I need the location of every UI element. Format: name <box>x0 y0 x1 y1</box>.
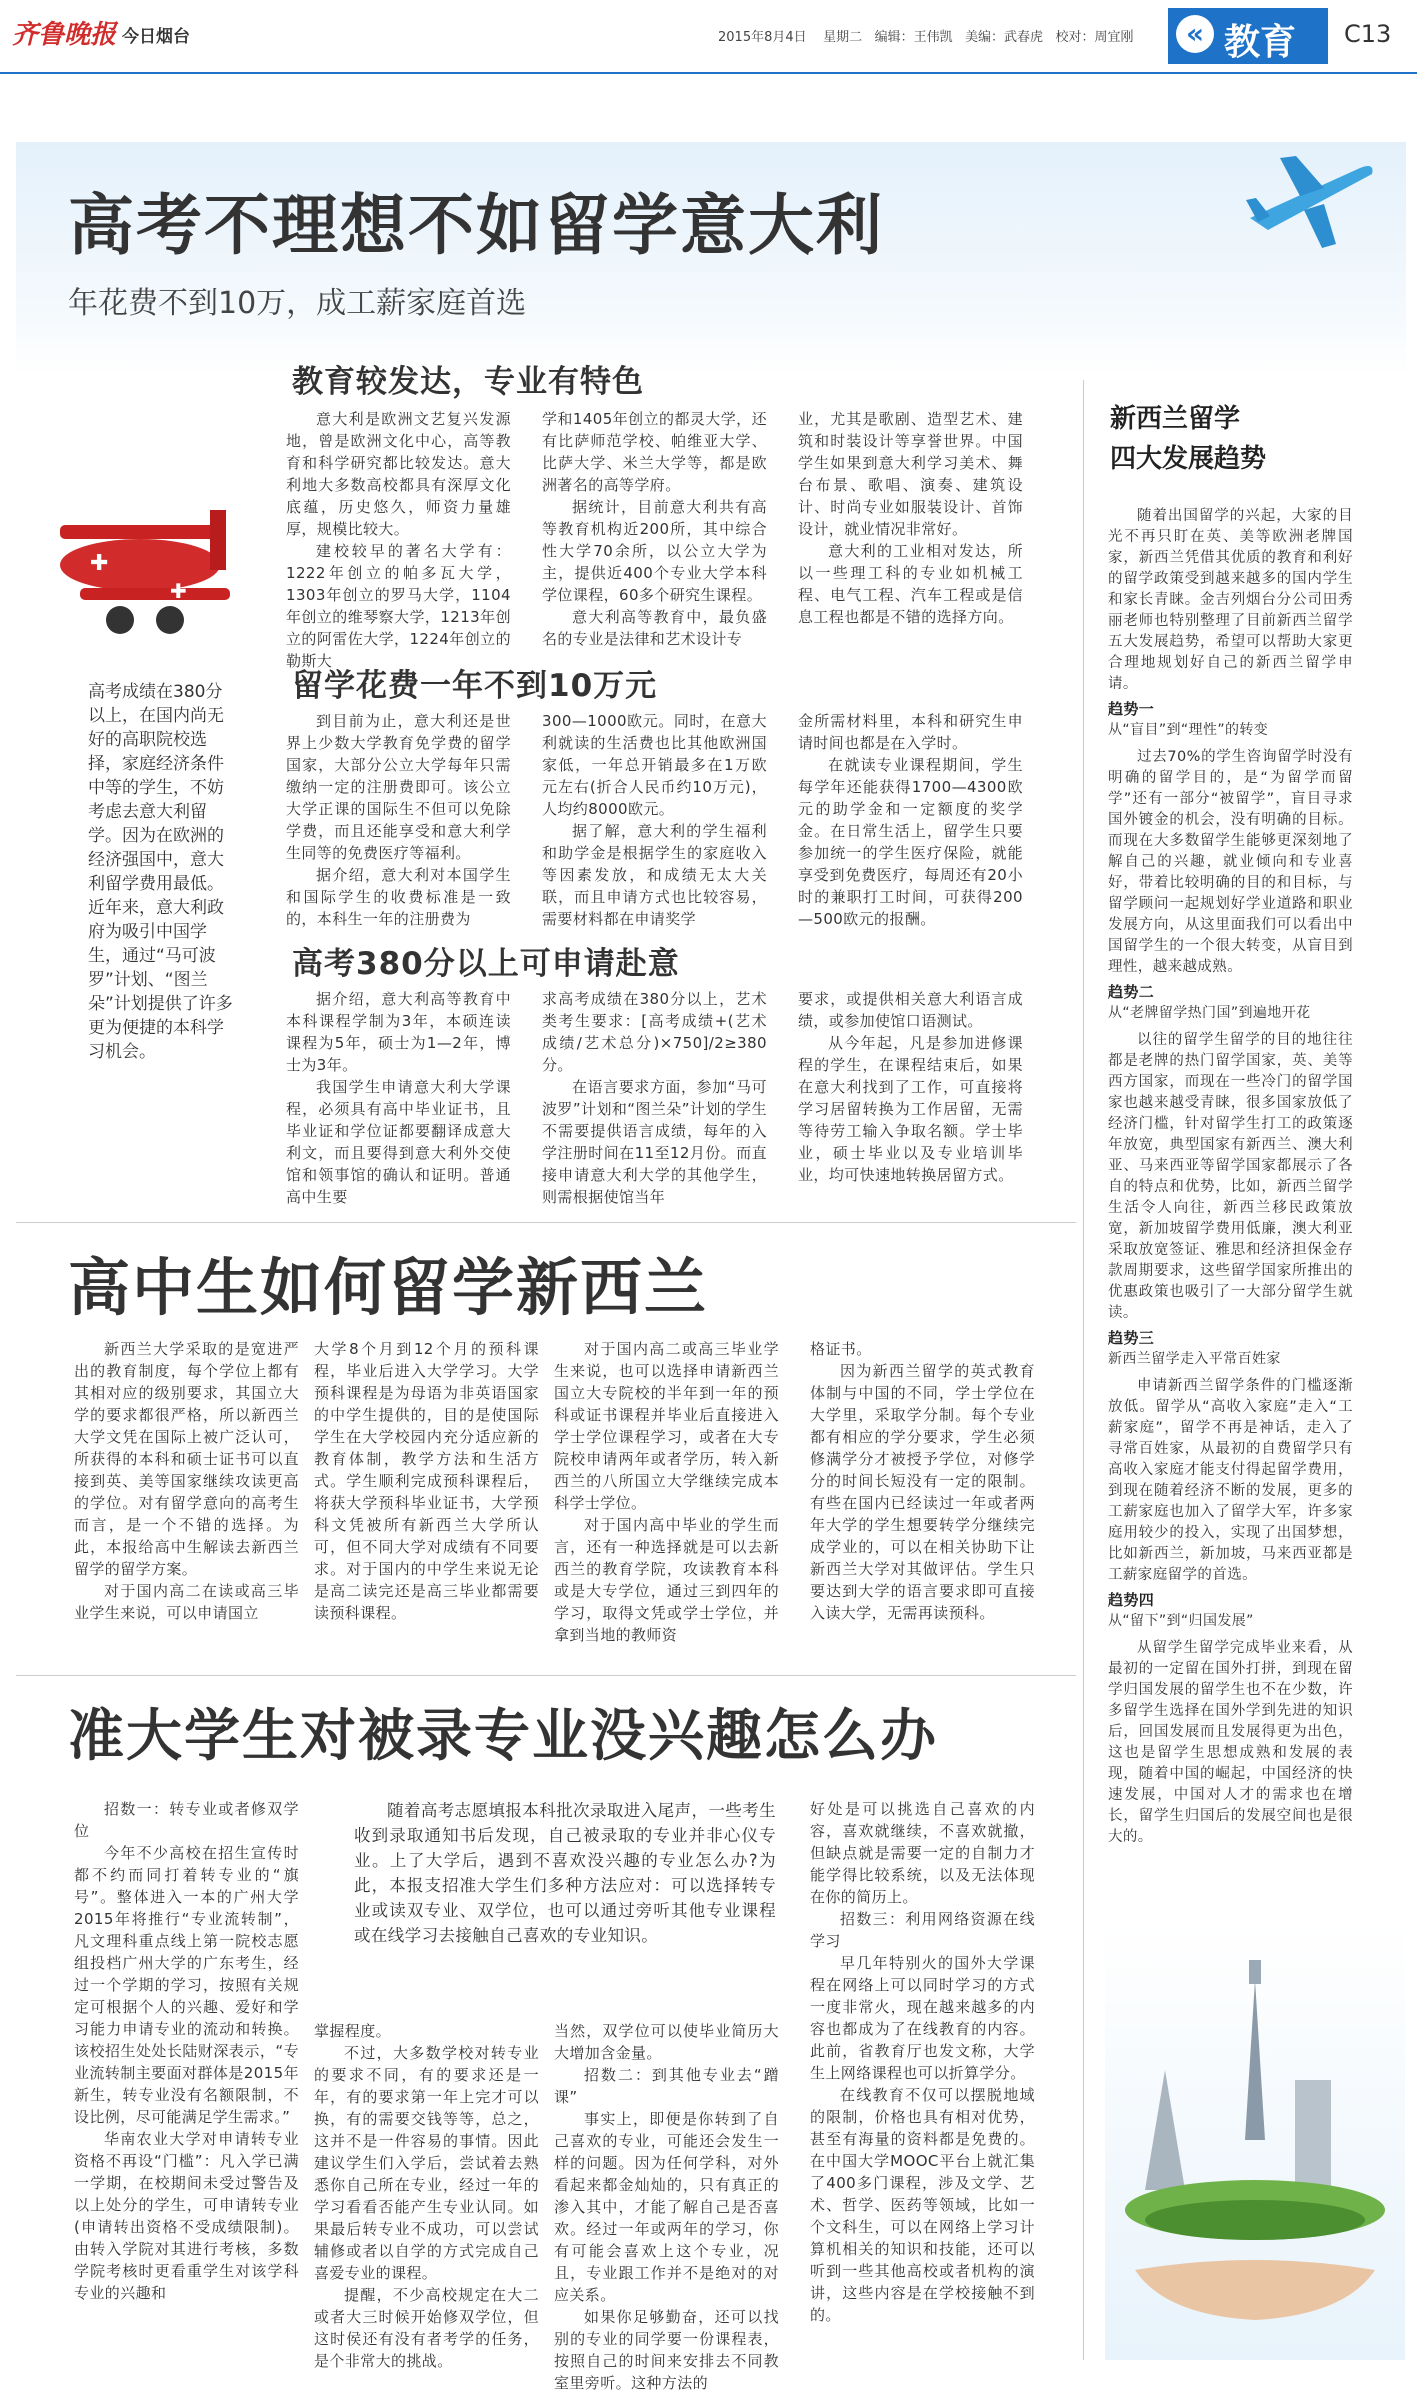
major-col4 <box>810 1798 1035 2326</box>
paragraph: 求高考成绩在380分以上，艺术类考生要求：[高考成绩+(艺术成绩/艺术总分)×750]/2≥380分。 <box>542 990 767 1074</box>
masthead-logo: 齐鲁晚报 <box>12 20 117 50</box>
lead-paragraph: 随着高考志愿填报本科批次录取进入尾声，一些考生收到录取通知书后发现，自己被录取的专业并非心仪专业。上了大学后，遇到不喜欢没兴趣的专业怎么办?为此，本报支招准大学生们多种方法应对：可以选择转专业或读双专业、双学位，也可以通过旁听其他专业课程或在线学习去接触自己喜欢的专业知识。 <box>354 1801 776 1945</box>
sidebar-intro: 随着出国留学的兴起，大家的目光不再只盯在英、美等欧洲老牌国家，新西兰凭借其优质的教育和利好的留学政策受到越来越多的国内学生和家长青睐。金吉列烟台分公司田秀丽老师也特别整理了目前新西兰留学五大发展趋势，希望可以帮助大家更合理地规划好自己的新西兰留学申请。 <box>1108 508 1353 692</box>
nz-headline: 高中生如何留学新西兰 <box>68 1251 709 1324</box>
paragraph: 在语言要求方面，参加“马可波罗”计划和“图兰朵”计划的学生不需要提供语言成绩，每年的入学注册时间在11至12月份。而直接申请意大利大学的其他学生，则需根据使馆当年 <box>542 1078 767 1206</box>
column-divider <box>1083 380 1084 2360</box>
paragraph: 华南农业大学对申请转专业资格不再设“门槛”：凡入学已满一学期，在校期间未受过警告及以上处分的学生，可申请转专业(申请转出资格不受成绩限制)。由转入学院对其进行考核，多数学院考核时更看重学生对该学科专业的兴趣和 <box>74 2130 299 2302</box>
trend-label: 趋势三 <box>1108 1329 1155 1347</box>
paragraph: 提醒，不少高校规定在大二或者大三时候开始修双学位，但这时侯还有没有者考学的任务，是个非常大的挑战。 <box>314 2286 539 2370</box>
trend-body: 以往的留学生留学的目的地往往都是老牌的热门留学国家，英、美等西方国家，而现在一些冷门的留学国家也越来越受青睐，很多国家放低了经济门槛，针对留学生打工的政策逐年放宽，典型国家有新西兰、澳大利亚、马来西亚等留学国家都展示了各自的特点和优势，比如，新西兰留学生活令人向往，新西兰移民政策放宽，新加坡留学费用低廉，澳大利亚采取放宽签证、雅思和经济担保金存款周期要求，这些留学国家所推出的优惠政策也吸引了一大部分留学生就读。 <box>1108 1032 1353 1321</box>
trend-2 <box>1108 982 1353 1324</box>
trend-subtitle: 新西兰留学走入平常百姓家 <box>1108 1351 1281 1367</box>
paragraph: 事实上，即便是你转到了自己喜欢的专业，可能还会发生一样的问题。因为任何学科，对外看起来都金灿灿的，只有真正的渗入其中，才能了解自己是否喜欢。经过一年或两年的学习，你有可能会喜欢上这个专业，况且，专业跟工作并不是绝对的对应关系。 <box>554 2110 779 2304</box>
paragraph: 据介绍，意大利对本国学生和国际学生的收费标准是一致的，本科生一年的注册费为 <box>286 866 511 928</box>
section3-col2 <box>542 988 767 1208</box>
paragraph: 意大利的工业相对发达，所以一些理工科的专业如机械工程、电气工程、汽车工程或是信息工程也都是不错的选择方向。 <box>798 542 1023 626</box>
section2-col3 <box>798 710 1023 930</box>
weekday: 星期二 <box>823 30 863 45</box>
major-col3 <box>554 2020 779 2394</box>
major-divider <box>16 1675 1076 1676</box>
paragraph: 好处是可以挑选自己喜欢的内容，喜欢就继续，不喜欢就撤，但缺点就是需要一定的自制力才能学得比较系统，以及无法体现在你的简历上。 <box>810 1800 1035 1906</box>
trend-1 <box>1108 699 1353 978</box>
paragraph: 到目前为止，意大利还是世界上少数大学教育免学费的留学国家，大部分公立大学每年只需缴纳一定的注册费即可。该公立大学正课的国际生不但可以免除学费，而且还能享受和意大利学生同等的免费医疗等福利。 <box>286 712 511 862</box>
designer: 美编：武春虎 <box>965 30 1044 45</box>
trend-label: 趋势二 <box>1108 983 1155 1001</box>
section1-col3 <box>798 408 1023 628</box>
paragraph: 要求，或提供相关意大利语言成绩，或参加使馆口语测试。 <box>798 990 1023 1030</box>
paragraph: 建校较早的著名大学有：1222年创立的帕多瓦大学，1303年创立的罗马大学，1104年创立的维琴察大学，1213年创立的阿雷佐大学，1224年创立的勒斯大 <box>286 542 511 670</box>
nz-col1 <box>74 1338 299 1624</box>
paragraph: 不过，大多数学校对转专业的要求不同，有的要求还是一年，有的要求第一年上完才可以换，有的需要交钱等等，总之，这并不是一件容易的事情。因此建议学生们入学后，尝试着去熟悉你自己所在专业，经过一年的学习看看否能产生专业认同。如果最后转专业不成功，可以尝试辅修或者以自学的方式完成自己喜爱专业的课程。 <box>314 2044 539 2282</box>
section2-col1 <box>286 710 511 930</box>
date: 2015年8月4日 <box>718 30 807 45</box>
paragraph: 早几年特别火的国外大学课程在网络上可以同时学习的方式一度非常火，现在越来越多的内容也都成为了在线教育的内容。此前，省教育厅也发文称，大学生上网络课程也可以折算学分。 <box>810 1954 1035 2082</box>
paragraph: 掌握程度。 <box>314 2022 392 2040</box>
section2-col2 <box>542 710 767 930</box>
paragraph: 对于国内高中毕业的学生而言，还有一种选择就是可以去新西兰的教育学院，攻读教育本科或是大专学位，通过三到四年的学习，取得文凭或学士学位，并拿到当地的教师资 <box>554 1516 779 1644</box>
trend-body: 过去70%的学生咨询留学时没有明确的留学目的，是“为留学而留学”还有一部分“被留学”，盲目寻求国外镀金的机会，没有明确的目标。而现在大多数留学生能够更深刻地了解自己的兴趣，就业倾向和专业喜好，带着比较明确的目的和目标，与留学顾问一起规划好学业道路和职业发展方向，从这里面我们可以看出中国留学生的一个很大转变，从盲目到理性，越来越成熟。 <box>1108 749 1353 975</box>
paragraph: 金所需材料里，本科和研究生申请时间也都是在入学时。 <box>798 712 1023 752</box>
section3-col1 <box>286 988 511 1208</box>
trend-body: 申请新西兰留学条件的门槛逐渐放低。留学从“高收入家庭”走入“工薪家庭”，留学不再是神话，走入了寻常百姓家，从最初的自费留学只有高收入家庭才能支付得起留学费用，到现在随着经济不断的发展，更多的工薪家庭也加入了留学大军，许多家庭用较少的投入，实现了出国梦想，比如新西兰，新加坡，马来西亚都是工薪家庭留学的首选。 <box>1108 1378 1353 1583</box>
paragraph: 今年不少高校在招生宣传时都不约而同打着转专业的“旗号”。整体进入一本的广州大学2015年将推行“专业流转制”，凡文理科重点线上第一院校志愿组投档广州大学的广东考生，经过一个学期的学习，按照有关规定可根据个人的兴趣、爱好和学习能力申请专业的流动和转换。该校招生处处长陆财深表示，“专业流转制主要面对群体是2015年新生，转专业没有名额限制，不设比例，尽可能满足学生需求。” <box>74 1844 299 2126</box>
landmarks-hand-image <box>1105 1920 1405 2360</box>
page-number: C13 <box>1344 20 1392 48</box>
trend-label: 趋势一 <box>1108 700 1155 718</box>
trend-subtitle: 从“老牌留学热门国”到遍地开花 <box>1108 1005 1311 1021</box>
paragraph: 对于国内高二或高三毕业学生来说，也可以选择申请新西兰国立大专院校的半年到一年的预科或证书课程并毕业后直接进入学士学位课程学习，或者在大专院校申请两年或者学历，转入新西兰的八所国立大学继续完成本科学士学位。 <box>554 1340 779 1512</box>
nz-col4 <box>810 1338 1035 1624</box>
section-tab[interactable] <box>1168 8 1328 64</box>
paragraph: 如果你足够勤奋，还可以找别的专业的同学要一份课程表，按照自己的时间来安排去不同教室里旁听。这种方法的 <box>554 2308 779 2392</box>
paragraph: 我国学生申请意大利大学课程，必须具有高中毕业证书，且毕业证和学位证都要翻译成意大利文，而且要得到意大利外交使馆和领事馆的确认和证明。普通高中生要 <box>286 1078 511 1206</box>
nz-divider <box>16 1222 1076 1223</box>
paragraph: 业，尤其是歌剧、造型艺术、建筑和时装设计等享誉世界。中国学生如果到意大利学习美术、舞台布景、歌唱、演奏、建筑设计、时尚专业如服装设计、首饰设计，就业情况非常好。 <box>798 410 1023 538</box>
paragraph: 招数三：利用网络资源在线学习 <box>810 1910 1035 1950</box>
section1-col2 <box>542 408 767 650</box>
paragraph: 新西兰大学采取的是宽进严出的教育制度，每个学位上都有其相对应的级别要求，其国立大学的要求都很严格，所以新西兰大学文凭在国际上被广泛认可，所获得的本科和硕士证书可以直接到英、美等国家继续攻读更高的学位。对有留学意向的高考生而言，是一个不错的选择。为此，本报给高中生解读去新西兰留学的留学方案。 <box>74 1340 299 1578</box>
major-col2 <box>314 2020 539 2372</box>
paragraph: 意大利高等教育中，最负盛名的专业是法律和艺术设计专 <box>542 608 767 648</box>
paragraph: 招数一：转专业或者修双学位 <box>74 1800 299 1840</box>
paragraph: 格证书。 <box>810 1340 872 1358</box>
nz-col3 <box>554 1338 779 1646</box>
main-subheadline: 年花费不到10万，成工薪家庭首选 <box>68 286 527 321</box>
major-headline: 准大学生对被录专业没兴趣怎么办 <box>68 1704 938 1769</box>
header-meta <box>718 26 1133 45</box>
sidebar-title-2: 四大发展趋势 <box>1110 444 1267 474</box>
paragraph: 据介绍，意大利高等教育中本科课程学制为3年，本硕连读课程为5年，硕士为1—2年，博士为3年。 <box>286 990 511 1074</box>
section-label: 今日烟台 <box>122 27 190 47</box>
paragraph: 300—1000欧元。同时，在意大利就读的生活费也比其他欧洲国家低，一年总开销最多在1万欧元左右(折合人民币约10万元)，人均约8000欧元。 <box>542 712 767 818</box>
paragraph: 在线教育不仅可以摆脱地域的限制，价格也具有相对优势，甚至有海量的资料都是免费的。在中国大学MOOC平台上就汇集了400多门课程，涉及文学、艺术、哲学、医药等领域，比如一个文科生，可以在网络上学习计算机相关的知识和技能，还可以听到一些其他高校或者机构的演讲，这些内容是在学校接触不到的。 <box>810 2086 1035 2324</box>
major-col1 <box>74 1798 299 2304</box>
paragraph: 当然，双学位可以使毕业简历大大增加含金量。 <box>554 2022 779 2062</box>
trend-body: 从留学生留学完成毕业来看，从最初的一定留在国外打拼，到现在留学归国发展的留学生也不在少数，许多留学生选择在国外学到先进的知识后，回国发展而且发展得更为出色，这也是留学生思想成熟和发展的表现，随着中国的崛起，中国经济的快速发展，中国对人才的需求也在增长，留学生归国后的发展空间也是很大的。 <box>1108 1640 1353 1845</box>
paragraph: 对于国内高二在读或高三毕业学生来说，可以申请国立 <box>74 1582 299 1622</box>
section1-col1 <box>286 408 511 672</box>
proofreader: 校对：周宜刚 <box>1055 30 1134 45</box>
svg-text:✚: ✚ <box>90 551 109 576</box>
section3-title: 高考380分以上可申请赴意 <box>292 946 680 982</box>
nz-col2 <box>314 1338 539 1624</box>
paragraph: 据了解，意大利的学生福利和助学金是根据学生的家庭收入等因素发放，和成绩无太大关联，而且申请方式也比较容易，需要材料都在申请奖学 <box>542 822 767 928</box>
paragraph: 大学8个月到12个月的预科课程，毕业后进入大学学习。大学预科课程是为母语为非英语国家的中学生提供的，目的是使国际学生在大学校园内充分适应新的教育体制，教学方法和生活方式。学生顺利完成预科课程后，将获大学预科毕业证书，大学预科文凭被所有新西兰大学所认可，但不同大学对成绩有不同要求。对于国内的中学生来说无论是高二读完还是高三毕业都需要读预科课程。 <box>314 1340 539 1622</box>
trend-3 <box>1108 1328 1353 1586</box>
sidebar-title-1: 新西兰留学 <box>1110 404 1241 434</box>
trend-subtitle: 从“留下”到“归国发展” <box>1108 1613 1254 1629</box>
paragraph: 招数二：到其他专业去“蹭课” <box>554 2066 779 2106</box>
biplane-image <box>20 470 270 660</box>
paragraph: 因为新西兰留学的英式教育体制与中国的不同，学士学位在大学里，采取学分制。每个专业都有相应的学分要求，学生必须修满学分才被授予学位，对修学分的时间长短没有一定的限制。有些在国内已经读过一年或者两年大学的学生想要转学分继续完成学业的，可以在相关协助下让新西兰大学对其做评估。学生只要达到大学的语言要求即可直接入读大学，无需再读预科。 <box>810 1362 1035 1622</box>
section-title: 教育 <box>1224 22 1297 63</box>
section2-title: 留学花费一年不到10万元 <box>292 668 658 704</box>
paragraph: 在就读专业课程期间，学生每学年还能获得1700—4300欧元的助学金和一定额度的奖学金。在日常生活上，留学生只要参加统一的学生医疗保险，就能享受到免费医疗，每周还有20小时的兼职打工时间，可获得200—500欧元的报酬。 <box>798 756 1023 928</box>
section3-col3 <box>798 988 1023 1186</box>
chevron-icon: « <box>1176 15 1214 53</box>
header-bar <box>0 0 1417 74</box>
trend-label: 趋势四 <box>1108 1591 1155 1609</box>
section1-title: 教育较发达，专业有特色 <box>292 364 644 400</box>
editor: 编辑：王伟凯 <box>874 30 953 45</box>
paragraph: 据统计，目前意大利共有高等教育机构近200所，其中综合性大学70余所，以公立大学为主，提供近400个专业大学本科学位课程，60多个研究生课程。 <box>542 498 767 604</box>
major-lead <box>354 1798 776 1948</box>
svg-text:✚: ✚ <box>170 579 187 603</box>
main-headline: 高考不理想不如留学意大利 <box>68 187 884 264</box>
paragraph: 学和1405年创立的都灵大学，还有比萨师范学校、帕维亚大学、比萨大学、米兰大学等，都是欧洲著名的高等学府。 <box>542 410 767 494</box>
paragraph: 从今年起，凡是参加进修课程的学生，在课程结束后，如果在意大利找到了工作，可直接将学习居留转换为工作居留，无需等待劳工输入争取名额。学士毕业，硕士毕业以及专业培训毕业，均可快速地转换居留方式。 <box>798 1034 1023 1184</box>
sidebar-body <box>1108 506 1353 1848</box>
airplane-icon <box>1240 148 1380 258</box>
main-intro: 高考成绩在380分以上，在国内尚无好的高职院校选择，家庭经济条件中等的学生，不妨考虑去意大利留学。因为在欧洲的经济强国中，意大利留学费用最低。近年来，意大利政府为吸引中国学生，通过“马可波罗”计划、“图兰朵”计划提供了许多更为便捷的本科学习机会。 <box>88 682 233 1062</box>
paragraph: 意大利是欧洲文艺复兴发源地，曾是欧洲文化中心，高等教育和科学研究都比较发达。意大利地大多数高校都具有深厚文化底蕴，历史悠久，师资力量雄厚，规模比较大。 <box>286 410 511 538</box>
trend-subtitle: 从“盲目”到“理性”的转变 <box>1108 722 1269 738</box>
trend-4 <box>1108 1590 1353 1848</box>
